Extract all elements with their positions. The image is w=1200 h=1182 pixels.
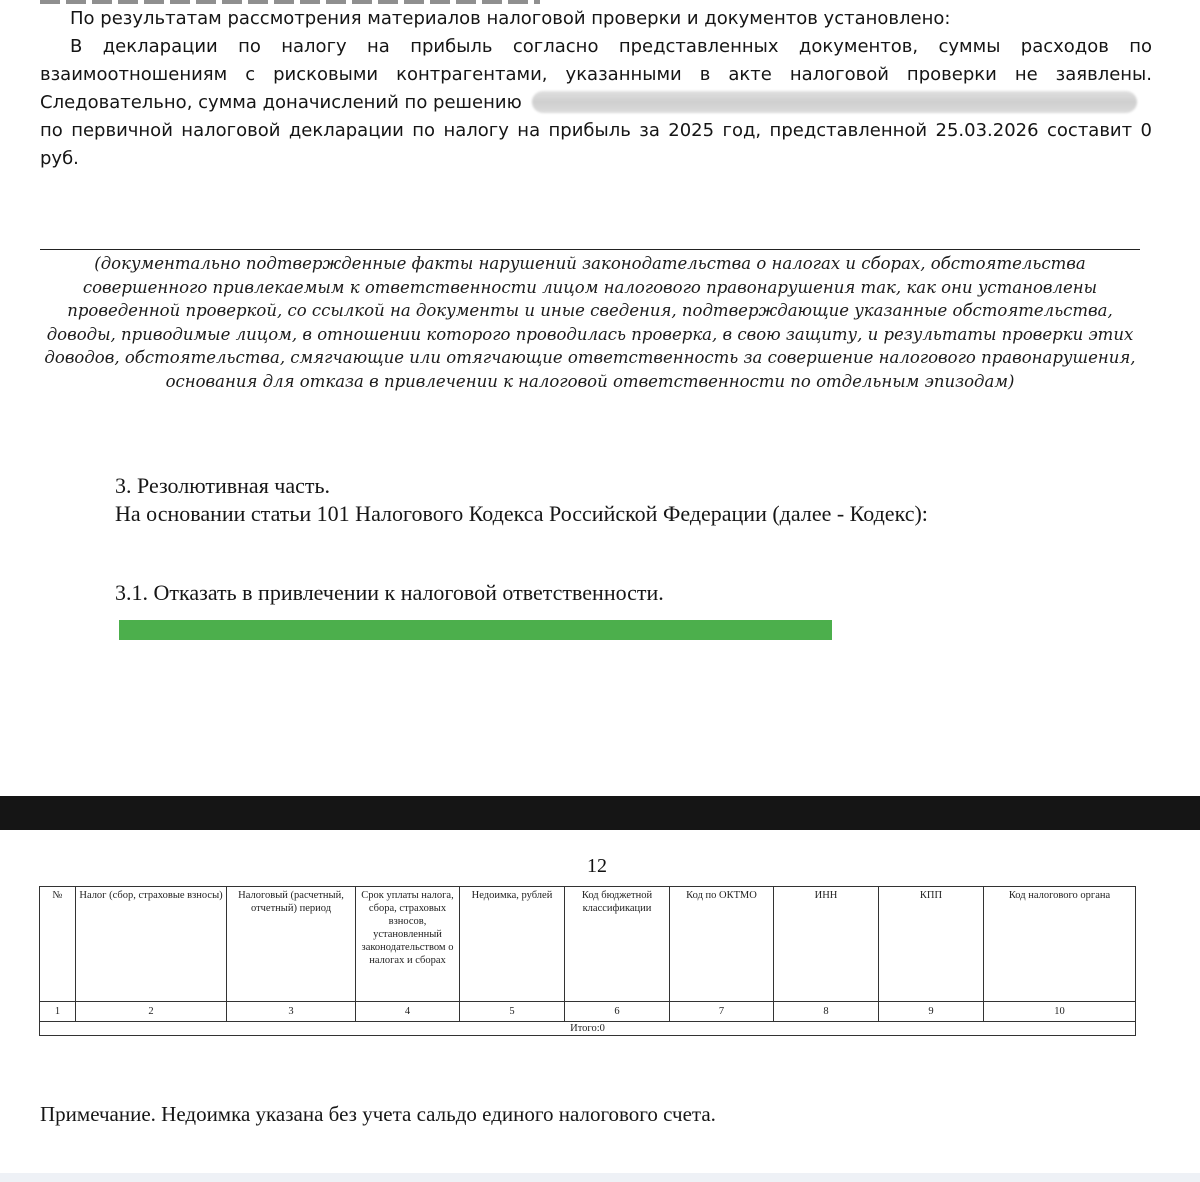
- column-number: 6: [565, 1002, 670, 1022]
- page-number: 12: [587, 855, 607, 877]
- bottom-band: [0, 1173, 1200, 1182]
- findings-paragraph: В декларации по налогу на прибыль согласно представленных документов, суммы расходов по взаимоотношениям с рисковыми контрагентами, указанными в акте налоговой проверки не заявлены.: [40, 36, 1152, 85]
- column-number: 2: [76, 1002, 227, 1022]
- header-cell: Код бюджетной классификации: [565, 887, 670, 1002]
- assessment-line: [40, 89, 1152, 117]
- total-cell: [40, 1022, 1136, 1036]
- table-note: Примечание. Недоимка указана без учета сальдо единого налогового счета.: [40, 1102, 716, 1126]
- column-number: 5: [460, 1002, 565, 1022]
- redacted-text: [532, 91, 1137, 113]
- column-number: 8: [774, 1002, 879, 1022]
- header-cell: КПП: [879, 887, 984, 1002]
- cut-off-text-line: [40, 0, 540, 4]
- header-cell: №: [40, 887, 76, 1002]
- decision-item: 3.1. Отказать в привлечении к налоговой ответственности.: [115, 580, 664, 605]
- column-number: 4: [356, 1002, 460, 1022]
- fill-in-rule: [40, 249, 1140, 250]
- header-cell: Налог (сбор, страховые взносы): [76, 887, 227, 1002]
- column-number: 3: [227, 1002, 356, 1022]
- assessment-label: Следовательно, сумма доначислений по решению: [40, 92, 522, 113]
- section-basis: На основании статьи 101 Налогового Кодекса Российской Федерации (далее - Кодекс):: [115, 501, 928, 526]
- header-cell: Код налогового органа: [984, 887, 1136, 1002]
- column-number: 7: [670, 1002, 774, 1022]
- currency-line: руб.: [40, 148, 79, 169]
- column-number: 10: [984, 1002, 1136, 1022]
- page-divider: [0, 796, 1200, 830]
- column-number: 9: [879, 1002, 984, 1022]
- header-cell: ИНН: [774, 887, 879, 1002]
- table-header-row: [40, 887, 1136, 1002]
- header-cell: Срок уплаты налога, сбора, страховых взносов, установленный законодательством о налогах и сборах: [356, 887, 460, 1002]
- total-row: [40, 1022, 1136, 1036]
- header-cell: Налоговый (расчетный, отчетный) период: [227, 887, 356, 1002]
- form-field-caption: (документально подтвержденные факты нарушений законодательства о налогах и сборах, обстоятельства совершенного привлекаемым к ответственности лицом налогового правонарушения так, как они установлены проведенной проверкой, со ссылкой на документы и иные сведения, подтверждающие указанные обстоятельства, доводы, приводимые лицом, в отношении которого проводилась проверка, в свою защиту, и результаты проверки этих доводов, обстоятельства, смягчающие или отягчающие ответственность за совершение налогового правонарушения, основания для отказа в привлечении к налоговой ответственности по отдельным эпизодам): [44, 254, 1136, 391]
- intro-paragraph: По результатам рассмотрения материалов налоговой проверки и документов установлено:: [70, 8, 951, 29]
- column-number-row: [40, 1002, 1136, 1022]
- total-label: Итого:: [570, 1023, 600, 1034]
- header-cell: Недоимка, рублей: [460, 887, 565, 1002]
- arrears-table: [39, 886, 1136, 1036]
- green-highlight-bar: [119, 620, 832, 640]
- column-number: 1: [40, 1002, 76, 1022]
- total-value: 0: [599, 1023, 605, 1034]
- section-title: 3. Резолютивная часть.: [115, 473, 331, 498]
- header-cell: Код по ОКТМО: [670, 887, 774, 1002]
- declaration-line: по первичной налоговой декларации по налогу на прибыль за 2025 год, представленной 25.03.2026 составит 0: [40, 120, 1152, 141]
